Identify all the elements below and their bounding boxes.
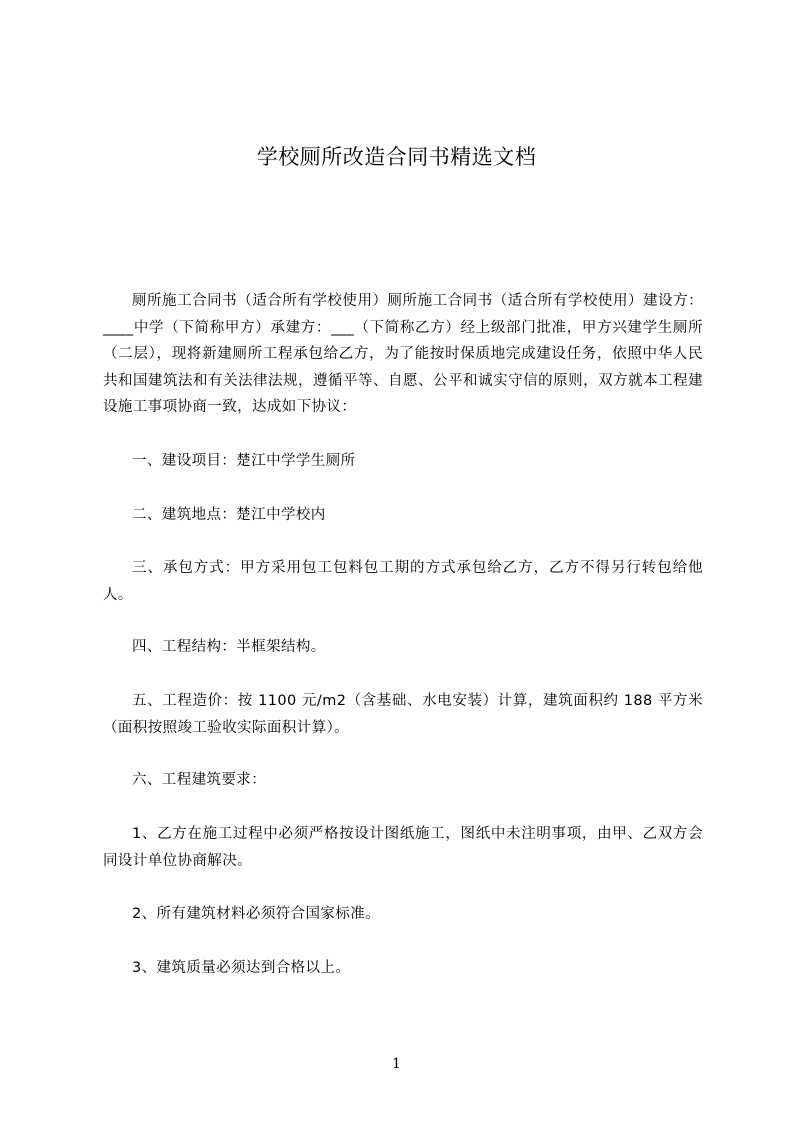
clause-requirements-heading (103, 767, 703, 794)
document-title: 学校厕所改造合同书精选文档 (256, 145, 537, 169)
clause-text: 六、工程建筑要求： (132, 772, 267, 788)
intro-text: 厕所施工合同书（适合所有学校使用）厕所施工合同书（适合所有学校使用）建设方：____中学（下简称甲方）承建方：___（下简称乙方）经上级部门批准，甲方兴建学生厕所（二层），现将新建厕所工程承包给乙方，为了能按时保质地完成建设任务，依照中华人民共和国建筑法和有关法律法规，遵循平等、自愿、公平和诚实守信的原则，双方就本工程建设施工事项协商一致，达成如下协议： (103, 293, 703, 415)
clause-text: 3、建筑质量必须达到合格以上。 (132, 960, 351, 976)
clause-contract-method (103, 555, 703, 608)
clause-construction-site (103, 502, 703, 529)
clause-text: 1、乙方在施工过程中必须严格按设计图纸施工，图纸中未注明事项，由甲、乙双方会同设计单位协商解决。 (103, 826, 703, 869)
requirement-item-3 (103, 955, 703, 982)
requirement-item-1 (103, 821, 703, 874)
clause-construction-project (103, 448, 703, 475)
clause-text: 2、所有建筑材料必须符合国家标准。 (132, 906, 381, 922)
clause-text: 二、建筑地点：楚江中学校内 (132, 507, 326, 523)
page-number: 1 (392, 1056, 401, 1072)
requirement-item-2 (103, 901, 703, 928)
clause-text: 五、工程造价：按 1100 元/m2（含基础、水电安装）计算，建筑面积约 188 平方米（面积按照竣工验收实际面积计算）。 (103, 693, 703, 736)
clause-structure (103, 634, 703, 661)
clause-text: 一、建设项目：楚江中学学生厕所 (132, 453, 356, 469)
clause-text: 四、工程结构：半框架结构。 (132, 639, 326, 655)
clause-cost (103, 688, 703, 741)
clause-text: 三、承包方式：甲方采用包工包料包工期的方式承包给乙方，乙方不得另行转包给他人。 (103, 560, 703, 603)
intro-paragraph (103, 288, 703, 421)
